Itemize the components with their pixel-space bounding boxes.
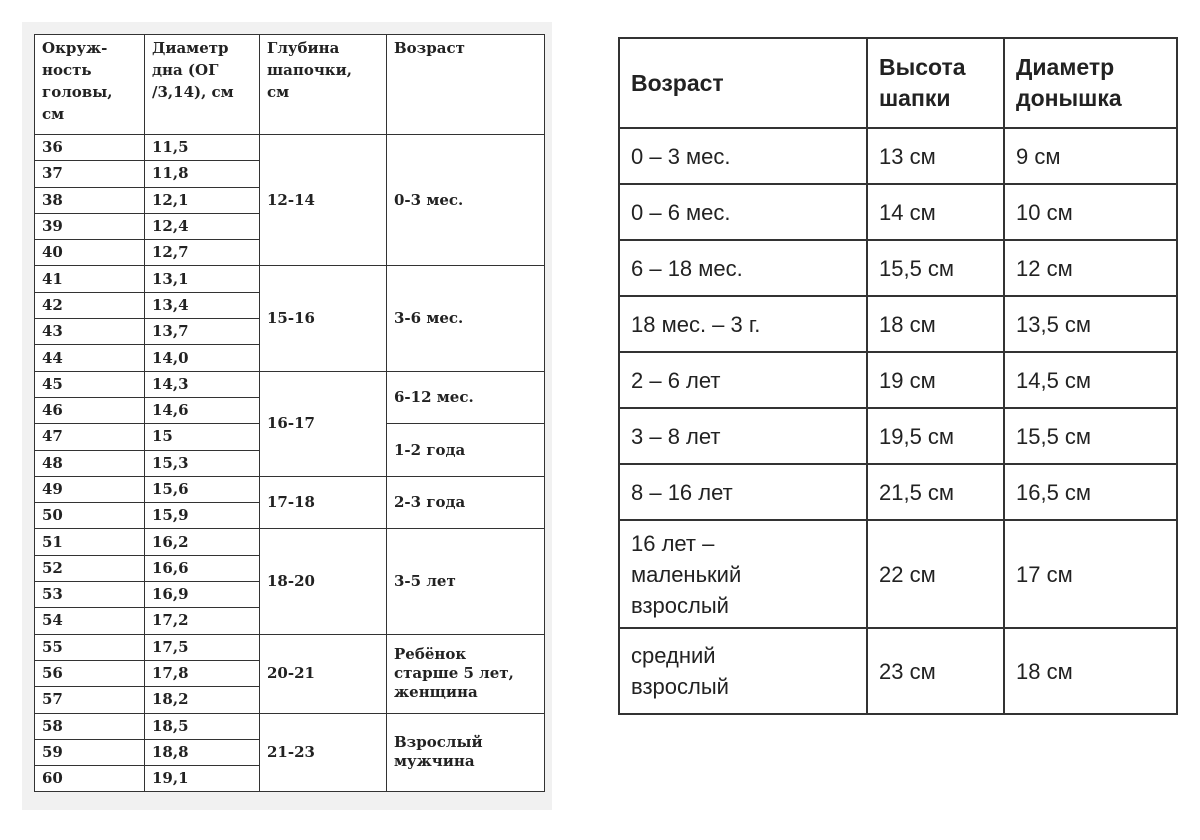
cell-head-circumference: 51 <box>35 529 145 555</box>
right-table-body <box>619 128 1177 714</box>
cell-bottom-diameter: 19,1 <box>145 766 260 792</box>
cell-bottom-diameter: 16,9 <box>145 582 260 608</box>
cell-age: средний взрослый <box>619 628 867 714</box>
cell-bottom-diameter: 13,1 <box>145 266 260 292</box>
cell-bottom-diameter: 9 см <box>1004 128 1177 184</box>
table-row <box>35 476 545 502</box>
cell-hat-depth: 15-16 <box>260 266 387 371</box>
cell-hat-height: 19,5 см <box>867 408 1004 464</box>
cell-head-circumference: 49 <box>35 476 145 502</box>
cell-bottom-diameter: 12,1 <box>145 187 260 213</box>
cell-hat-height: 21,5 см <box>867 464 1004 520</box>
left-table-panel <box>22 22 552 810</box>
cell-hat-depth: 18-20 <box>260 529 387 634</box>
cell-bottom-diameter: 12,7 <box>145 240 260 266</box>
cell-bottom-diameter: 12 см <box>1004 240 1177 296</box>
header-hat-height: Высота шапки <box>867 38 1004 128</box>
cell-head-circumference: 50 <box>35 503 145 529</box>
table-row <box>35 634 545 660</box>
cell-bottom-diameter: 15,3 <box>145 450 260 476</box>
cell-bottom-diameter: 13,5 см <box>1004 296 1177 352</box>
cell-bottom-diameter: 14,5 см <box>1004 352 1177 408</box>
cell-hat-height: 22 см <box>867 520 1004 628</box>
cell-bottom-diameter: 15,9 <box>145 503 260 529</box>
cell-head-circumference: 46 <box>35 397 145 423</box>
cell-head-circumference: 56 <box>35 660 145 686</box>
cell-age: Взрослый мужчина <box>387 713 545 792</box>
cell-age: 3 – 8 лет <box>619 408 867 464</box>
cell-head-circumference: 53 <box>35 582 145 608</box>
table-row <box>619 408 1177 464</box>
cell-head-circumference: 36 <box>35 135 145 161</box>
cell-age: 2 – 6 лет <box>619 352 867 408</box>
cell-bottom-diameter: 15,5 см <box>1004 408 1177 464</box>
cell-bottom-diameter: 15 <box>145 424 260 450</box>
cell-head-circumference: 37 <box>35 161 145 187</box>
cell-hat-height: 14 см <box>867 184 1004 240</box>
cell-head-circumference: 42 <box>35 292 145 318</box>
cell-head-circumference: 38 <box>35 187 145 213</box>
table-row <box>35 371 545 397</box>
cell-hat-depth: 12-14 <box>260 135 387 266</box>
cell-head-circumference: 60 <box>35 766 145 792</box>
header-age: Возраст <box>619 38 867 128</box>
table-row <box>619 240 1177 296</box>
cell-bottom-diameter: 12,4 <box>145 213 260 239</box>
table-header-row <box>35 35 545 135</box>
hat-size-by-age-table <box>618 37 1178 715</box>
cell-bottom-diameter: 14,6 <box>145 397 260 423</box>
cell-bottom-diameter: 11,8 <box>145 161 260 187</box>
header-bottom-diameter: Диаметр дна (ОГ /3,14), см <box>145 35 260 135</box>
cell-age: Ребёнок старше 5 лет, женщина <box>387 634 545 713</box>
cell-bottom-diameter: 13,7 <box>145 319 260 345</box>
cell-head-circumference: 43 <box>35 319 145 345</box>
cell-hat-height: 13 см <box>867 128 1004 184</box>
header-head-circumference: Окруж- ность головы, см <box>35 35 145 135</box>
table-row <box>619 128 1177 184</box>
header-bottom-diameter: Диаметр донышка <box>1004 38 1177 128</box>
cell-head-circumference: 41 <box>35 266 145 292</box>
cell-hat-depth: 16-17 <box>260 371 387 476</box>
cell-bottom-diameter: 16,6 <box>145 555 260 581</box>
cell-bottom-diameter: 11,5 <box>145 135 260 161</box>
cell-hat-height: 15,5 см <box>867 240 1004 296</box>
cell-head-circumference: 52 <box>35 555 145 581</box>
cell-head-circumference: 44 <box>35 345 145 371</box>
cell-bottom-diameter: 16,5 см <box>1004 464 1177 520</box>
cell-head-circumference: 48 <box>35 450 145 476</box>
left-table-body <box>35 135 545 792</box>
cell-head-circumference: 45 <box>35 371 145 397</box>
cell-hat-depth: 17-18 <box>260 476 387 529</box>
cell-age: 6 – 18 мес. <box>619 240 867 296</box>
cell-head-circumference: 54 <box>35 608 145 634</box>
table-row <box>35 266 545 292</box>
cell-head-circumference: 59 <box>35 739 145 765</box>
cell-age: 3-6 мес. <box>387 266 545 371</box>
table-header-row <box>619 38 1177 128</box>
cell-bottom-diameter: 13,4 <box>145 292 260 318</box>
cell-head-circumference: 58 <box>35 713 145 739</box>
cell-age: 0 – 6 мес. <box>619 184 867 240</box>
cell-head-circumference: 55 <box>35 634 145 660</box>
cell-hat-height: 19 см <box>867 352 1004 408</box>
cell-age: 6-12 мес. <box>387 371 545 424</box>
cell-head-circumference: 40 <box>35 240 145 266</box>
head-size-table <box>34 34 545 792</box>
cell-bottom-diameter: 17,2 <box>145 608 260 634</box>
cell-bottom-diameter: 14,3 <box>145 371 260 397</box>
cell-hat-depth: 20-21 <box>260 634 387 713</box>
cell-age: 1-2 года <box>387 424 545 477</box>
header-hat-depth: Глубина шапочки, см <box>260 35 387 135</box>
table-row <box>619 520 1177 628</box>
cell-age: 0 – 3 мес. <box>619 128 867 184</box>
header-age: Возраст <box>387 35 545 135</box>
cell-bottom-diameter: 15,6 <box>145 476 260 502</box>
table-row <box>619 628 1177 714</box>
cell-bottom-diameter: 18 см <box>1004 628 1177 714</box>
cell-bottom-diameter: 14,0 <box>145 345 260 371</box>
cell-bottom-diameter: 17,5 <box>145 634 260 660</box>
cell-bottom-diameter: 18,2 <box>145 687 260 713</box>
cell-age: 16 лет – маленький взрослый <box>619 520 867 628</box>
cell-head-circumference: 47 <box>35 424 145 450</box>
cell-age: 3-5 лет <box>387 529 545 634</box>
table-row <box>35 529 545 555</box>
table-row <box>619 464 1177 520</box>
cell-hat-depth: 21-23 <box>260 713 387 792</box>
cell-bottom-diameter: 17,8 <box>145 660 260 686</box>
cell-age: 8 – 16 лет <box>619 464 867 520</box>
cell-bottom-diameter: 10 см <box>1004 184 1177 240</box>
cell-bottom-diameter: 16,2 <box>145 529 260 555</box>
cell-hat-height: 23 см <box>867 628 1004 714</box>
table-row <box>619 296 1177 352</box>
cell-hat-height: 18 см <box>867 296 1004 352</box>
cell-head-circumference: 39 <box>35 213 145 239</box>
table-row <box>35 713 545 739</box>
cell-bottom-diameter: 18,5 <box>145 713 260 739</box>
table-row <box>619 352 1177 408</box>
cell-age: 0-3 мес. <box>387 135 545 266</box>
cell-bottom-diameter: 17 см <box>1004 520 1177 628</box>
cell-bottom-diameter: 18,8 <box>145 739 260 765</box>
cell-head-circumference: 57 <box>35 687 145 713</box>
table-row <box>619 184 1177 240</box>
table-row <box>35 135 545 161</box>
cell-age: 2-3 года <box>387 476 545 529</box>
cell-age: 18 мес. – 3 г. <box>619 296 867 352</box>
